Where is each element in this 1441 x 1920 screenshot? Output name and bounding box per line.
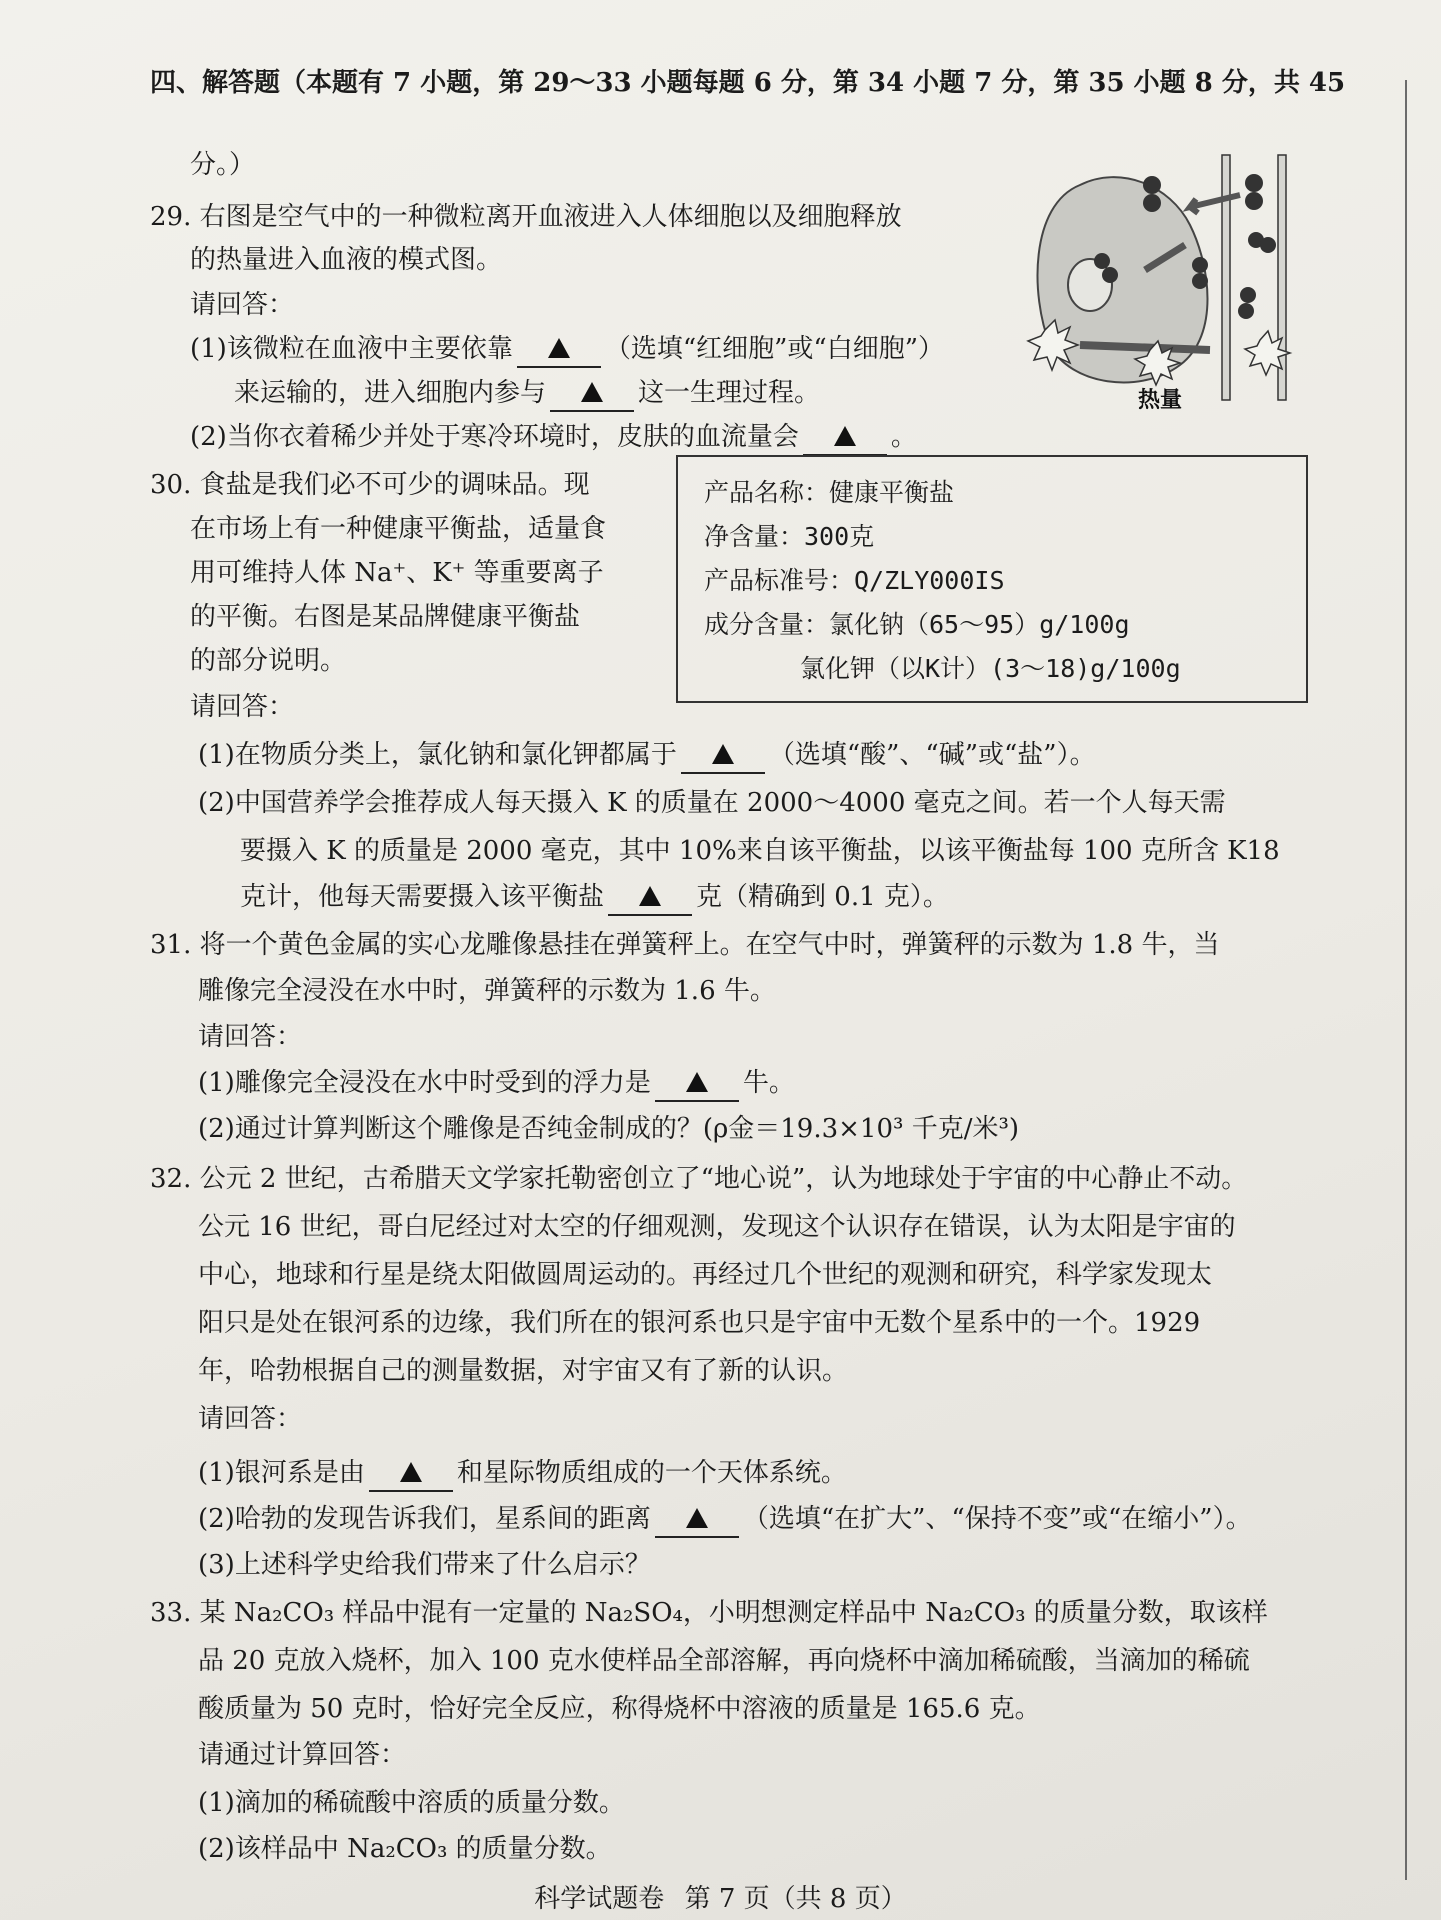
section-header-line2: 分。） bbox=[190, 150, 256, 180]
q32-p1-text-a: (1)银河系是由 bbox=[198, 1458, 365, 1488]
q32-stem-3: 中心，地球和行星是绕太阳做圆周运动的。再经过几个世纪的观测和研究，科学家发现太 bbox=[198, 1260, 1213, 1290]
q30-stem-2: 在市场上有一种健康平衡盐，适量食 bbox=[190, 514, 607, 544]
particle-icon bbox=[1245, 174, 1263, 192]
q32-part1 bbox=[198, 1456, 847, 1492]
vessel-wall-left bbox=[1222, 155, 1230, 400]
heat-burst-icon bbox=[1028, 320, 1078, 370]
footer-page-number: 第 7 页（共 8 页） bbox=[684, 1884, 907, 1914]
q31-prompt: 请回答： bbox=[198, 1022, 303, 1052]
particle-icon bbox=[1094, 253, 1110, 269]
particle-icon bbox=[1245, 192, 1263, 210]
q30-stem-4: 的平衡。右图是某品牌健康平衡盐 bbox=[190, 602, 581, 632]
answer-blank[interactable] bbox=[517, 332, 601, 368]
q30-p1-text-a: (1)在物质分类上，氯化钠和氯化钾都属于 bbox=[198, 740, 677, 770]
particle-icon bbox=[1260, 237, 1276, 253]
page-footer bbox=[0, 1878, 1441, 1915]
margin-rule bbox=[1405, 80, 1407, 1880]
q30-p1-text-b: （选填“酸”、“碱”或“盐”）。 bbox=[768, 740, 1096, 770]
q29-part1-line1 bbox=[190, 332, 944, 368]
triangle-marker-icon bbox=[581, 382, 603, 402]
particle-icon bbox=[1143, 194, 1161, 212]
q33-prompt: 请通过计算回答： bbox=[198, 1740, 407, 1770]
q29-p1-text-b: （选填“红细胞”或“白细胞”） bbox=[604, 334, 945, 364]
product-standard: 产品标准号：Q/ZLY000IS bbox=[704, 566, 1005, 595]
q31-p1-text-b: 牛。 bbox=[742, 1068, 795, 1098]
q29-p1-text-a: (1)该微粒在血液中主要依靠 bbox=[190, 334, 513, 364]
triangle-marker-icon bbox=[834, 426, 856, 446]
q31-p1-text-a: (1)雕像完全浸没在水中时受到的浮力是 bbox=[198, 1068, 651, 1098]
footer-subject: 科学试题卷 bbox=[534, 1884, 665, 1914]
q29-p2-text-a: (2)当你衣着稀少并处于寒冷环境时，皮肤的血流量会 bbox=[190, 422, 799, 452]
q33-stem-1: 33. 某 Na₂CO₃ 样品中混有一定量的 Na₂SO₄，小明想测定样品中 Na₂CO₃ 的质量分数，取该样 bbox=[150, 1598, 1268, 1628]
q32-stem-1: 32. 公元 2 世纪，古希腊天文学家托勒密创立了“地心说”，认为地球处于宇宙的中心静止不动。 bbox=[150, 1164, 1248, 1194]
particle-icon bbox=[1102, 267, 1118, 283]
answer-blank[interactable] bbox=[550, 376, 634, 412]
section-header-line1: 四、解答题（本题有 7 小题，第 29～33 小题每题 6 分，第 34 小题 7 分，第 35 小题 8 分，共 45 bbox=[150, 68, 1346, 98]
q30-stem-1: 30. 食盐是我们必不可少的调味品。现 bbox=[150, 470, 590, 500]
answer-blank[interactable] bbox=[803, 420, 887, 456]
q32-p2-text-b: （选填“在扩大”、“保持不变”或“在缩小”）。 bbox=[742, 1504, 1252, 1534]
answer-blank[interactable] bbox=[681, 738, 765, 774]
q32-p2-text-a: (2)哈勃的发现告诉我们，星系间的距离 bbox=[198, 1504, 651, 1534]
product-content-1: 成分含量：氯化钠（65～95）g/100g bbox=[704, 610, 1130, 639]
particle-icon bbox=[1143, 176, 1161, 194]
q30-part1 bbox=[198, 738, 1096, 774]
particle-icon bbox=[1240, 287, 1256, 303]
arrow-icon bbox=[1190, 195, 1240, 213]
q33-part1: (1)滴加的稀硫酸中溶质的质量分数。 bbox=[198, 1788, 625, 1818]
q32-p1-text-b: 和星际物质组成的一个天体系统。 bbox=[456, 1458, 847, 1488]
arrow-icon bbox=[1080, 345, 1210, 350]
q33-stem-2: 品 20 克放入烧杯，加入 100 克水使样品全部溶解，再向烧杯中滴加稀硫酸，当滴加的稀硫 bbox=[198, 1646, 1250, 1676]
triangle-marker-icon bbox=[712, 744, 734, 764]
q30-stem-3: 用可维持人体 Na⁺、K⁺ 等重要离子 bbox=[190, 558, 604, 588]
particle-icon bbox=[1238, 303, 1254, 319]
q30-stem-5: 的部分说明。 bbox=[190, 646, 347, 676]
q31-stem-2: 雕像完全浸没在水中时，弹簧秤的示数为 1.6 牛。 bbox=[198, 976, 776, 1006]
q32-part2 bbox=[198, 1502, 1252, 1538]
q33-part2: (2)该样品中 Na₂CO₃ 的质量分数。 bbox=[198, 1834, 612, 1864]
particle-icon bbox=[1192, 257, 1208, 273]
q31-part2: (2)通过计算判断这个雕像是否纯金制成的？(ρ金＝19.3×10³ 千克/米³) bbox=[198, 1114, 1020, 1144]
q32-prompt: 请回答： bbox=[198, 1404, 303, 1434]
answer-blank[interactable] bbox=[655, 1066, 739, 1102]
triangle-marker-icon bbox=[548, 338, 570, 358]
product-name: 产品名称：健康平衡盐 bbox=[704, 478, 955, 507]
q32-stem-5: 年，哈勃根据自己的测量数据，对宇宙又有了新的认识。 bbox=[198, 1356, 849, 1386]
q32-stem-4: 阳只是处在银河系的边缘，我们所在的银河系也只是宇宙中无数个星系中的一个。1929 bbox=[198, 1308, 1201, 1338]
q31-part1 bbox=[198, 1066, 795, 1102]
q29-p2-text-b: 。 bbox=[890, 422, 917, 452]
q30-p2-text-a: 克计，他每天需要摄入该平衡盐 bbox=[240, 882, 605, 912]
q30-part2-line2: 要摄入 K 的质量是 2000 毫克，其中 10%来自该平衡盐，以该平衡盐每 100 克所含 K18 bbox=[240, 836, 1280, 866]
q29-prompt: 请回答： bbox=[190, 290, 295, 320]
answer-blank[interactable] bbox=[608, 880, 692, 916]
q30-part2-line3 bbox=[240, 880, 949, 916]
q29-p1-text-d: 这一生理过程。 bbox=[638, 378, 821, 408]
q29-part2 bbox=[190, 420, 917, 456]
particle-icon bbox=[1192, 273, 1208, 289]
triangle-marker-icon bbox=[686, 1508, 708, 1528]
q30-p2-text-b: 克（精确到 0.1 克）。 bbox=[696, 882, 949, 912]
q29-p1-text-c: 来运输的，进入细胞内参与 bbox=[234, 378, 547, 408]
q33-stem-3: 酸质量为 50 克时，恰好完全反应，称得烧杯中溶液的质量是 165.6 克。 bbox=[198, 1694, 1041, 1724]
figure-label: 热量 bbox=[1137, 387, 1183, 413]
triangle-marker-icon bbox=[400, 1462, 422, 1482]
q32-stem-2: 公元 16 世纪，哥白尼经过对太空的仔细观测，发现这个认识存在错误，认为太阳是宇宙的 bbox=[198, 1212, 1236, 1242]
product-content-2: 氯化钾（以K计）(3～18)g/100g bbox=[800, 654, 1181, 683]
q30-prompt: 请回答： bbox=[190, 692, 295, 722]
product-net-content: 净含量：300克 bbox=[704, 522, 875, 551]
answer-blank[interactable] bbox=[369, 1456, 453, 1492]
triangle-marker-icon bbox=[686, 1072, 708, 1092]
q32-part3: (3)上述科学史给我们带来了什么启示？ bbox=[198, 1550, 651, 1580]
cell-blood-diagram bbox=[1010, 145, 1310, 415]
product-label-box bbox=[676, 455, 1308, 703]
q31-stem-1: 31. 将一个黄色金属的实心龙雕像悬挂在弹簧秤上。在空气中时，弹簧秤的示数为 1.8 牛，当 bbox=[150, 930, 1220, 960]
q29-stem-2: 的热量进入血液的模式图。 bbox=[190, 245, 503, 275]
q29-part1-line2 bbox=[234, 376, 820, 412]
triangle-marker-icon bbox=[639, 886, 661, 906]
answer-blank[interactable] bbox=[655, 1502, 739, 1538]
q29-stem-1: 29. 右图是空气中的一种微粒离开血液进入人体细胞以及细胞释放 bbox=[150, 202, 902, 232]
q30-part2-line1: (2)中国营养学会推荐成人每天摄入 K 的质量在 2000～4000 毫克之间。若一个人每天需 bbox=[198, 788, 1226, 818]
